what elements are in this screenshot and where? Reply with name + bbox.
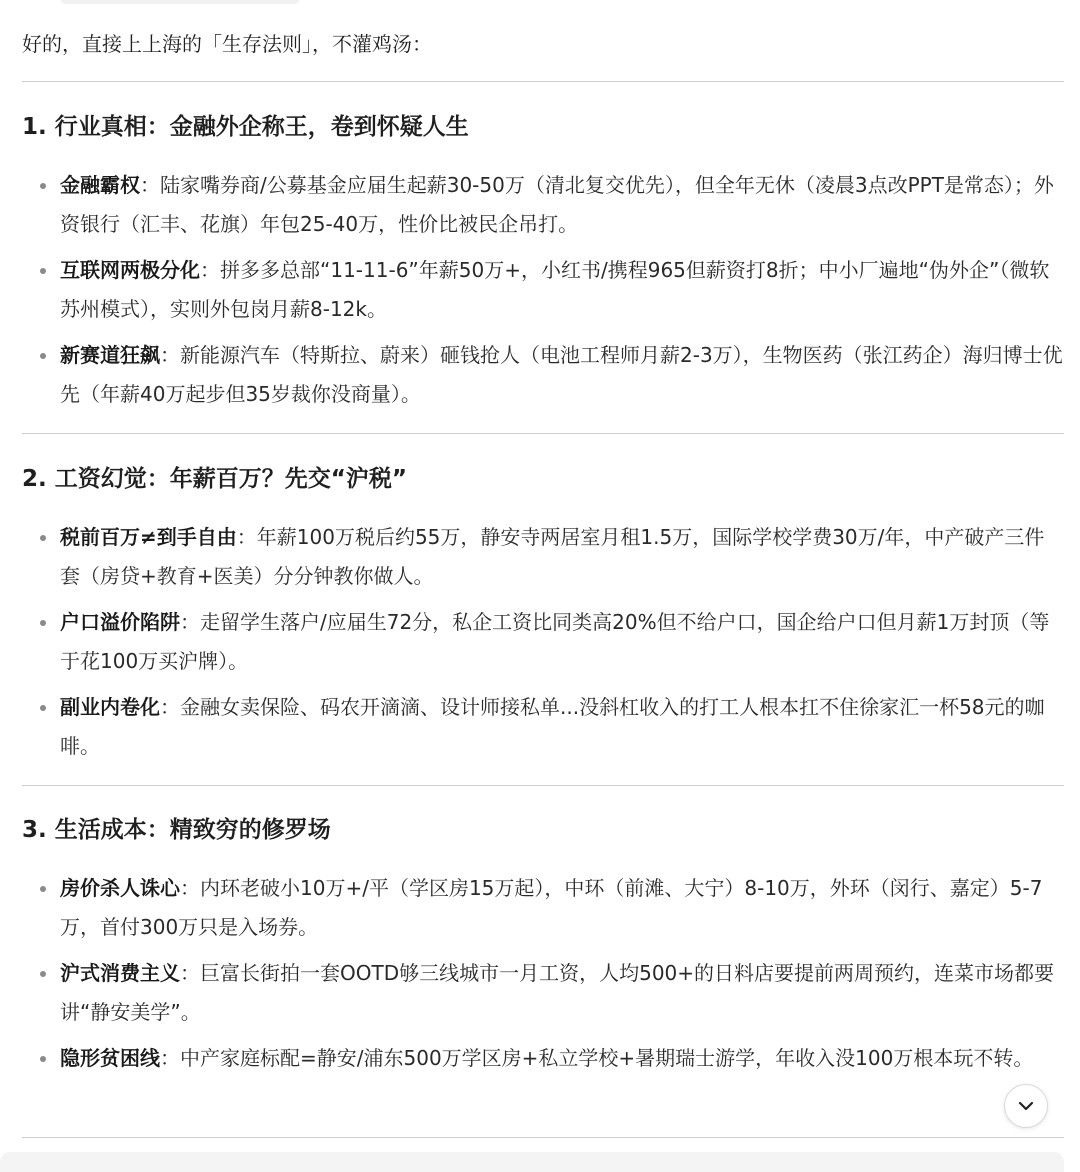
section-title: 3. 生活成本：精致穷的修罗场 [22,817,331,843]
bullet-dot-icon [40,886,46,892]
bullet-list [22,869,1064,1078]
section-living-cost [22,812,1064,1085]
item-separator: ： [160,343,180,367]
section-salary [22,461,1064,773]
list-item [22,603,1064,681]
list-item [22,251,1064,329]
item-text: 中产家庭标配=静安/浦东500万学区房+私立学校+暑期瑞士游学，年收入没100万根本玩不转。 [180,1046,1034,1070]
item-text: 拼多多总部“11-11-6”年薪50万+，小红书/携程965但薪资打8折；中小厂遍地“伪外企”（微软苏州模式），实则外包岗月薪8-12k。 [60,258,1050,321]
item-term: 户口溢价陷阱 [60,610,180,634]
item-separator: ： [140,173,160,197]
list-item [22,166,1064,244]
list-item [22,954,1064,1032]
list-item [22,336,1064,414]
item-text: 新能源汽车（特斯拉、蔚来）砸钱抢人（电池工程师月薪2-3万），生物医药（张江药企）海归博士优先（年薪40万起步但35岁裁你没商量）。 [60,343,1063,406]
bullet-dot-icon [40,268,46,274]
section-industry [22,109,1064,421]
intro-text: 好的，直接上上海的「生存法则」，不灌鸡汤： [22,32,432,56]
item-separator: ： [180,876,200,900]
item-text: 金融女卖保险、码农开滴滴、设计师接私单...没斜杠收入的打工人根本扛不住徐家汇一杯58元的咖啡。 [60,695,1045,758]
item-term: 税前百万≠到手自由 [60,525,237,549]
item-separator: ： [200,258,220,282]
divider [22,785,1064,786]
divider [22,433,1064,434]
item-term: 隐形贫困线 [60,1046,160,1070]
item-separator: ： [180,610,200,634]
section-title: 2. 工资幻觉：年薪百万？先交“沪税” [22,466,407,492]
divider [22,81,1064,82]
section-title: 1. 行业真相：金融外企称王，卷到怀疑人生 [22,114,469,140]
item-separator: ： [160,695,180,719]
item-separator: ： [236,525,257,549]
item-term: 房价杀人诛心 [60,876,180,900]
list-item [22,518,1064,596]
bullet-dot-icon [40,1056,46,1062]
scroll-to-bottom-button[interactable] [1004,1084,1048,1128]
previous-message-edge [60,0,300,4]
bullet-list [22,166,1064,414]
list-item [22,688,1064,766]
item-text: 巨富长街拍一套OOTD够三线城市一月工资，人均500+的日料店要提前两周预约，连菜市场都要讲“静安美学”。 [60,961,1055,1024]
bullet-dot-icon [40,620,46,626]
divider [22,1137,1064,1138]
bullet-dot-icon [40,705,46,711]
item-separator: ： [180,961,200,985]
item-term: 副业内卷化 [60,695,160,719]
item-term: 互联网两极分化 [60,258,200,282]
item-text: 内环老破小10万+/平（学区房15万起），中环（前滩、大宁）8-10万，外环（闵行、嘉定）5-7万，首付300万只是入场券。 [60,876,1043,939]
chevron-down-icon [1015,1095,1037,1117]
bullet-list [22,518,1064,766]
bullet-dot-icon [40,535,46,541]
list-item [22,1039,1064,1078]
item-separator: ： [160,1046,180,1070]
bullet-dot-icon [40,183,46,189]
item-text: 陆家嘴券商/公募基金应届生起薪30-50万（清北复交优先），但全年无休（凌晨3点改PPT是常态）；外资银行（汇丰、花旗）年包25-40万，性价比被民企吊打。 [60,173,1054,236]
bullet-dot-icon [40,353,46,359]
bullet-dot-icon [40,971,46,977]
item-term: 沪式消费主义 [60,961,180,985]
item-text: 年薪100万税后约55万，静安寺两居室月租1.5万，国际学校学费30万/年，中产破产三件套（房贷+教育+医美）分分钟教你做人。 [60,525,1045,588]
item-term: 金融霸权 [60,173,140,197]
item-text: 走留学生落户/应届生72分，私企工资比同类高20%但不给户口，国企给户口但月薪1万封顶（等于花100万买沪牌）。 [60,610,1050,673]
next-message-edge [0,1152,1064,1172]
list-item [22,869,1064,947]
item-term: 新赛道狂飙 [60,343,160,367]
